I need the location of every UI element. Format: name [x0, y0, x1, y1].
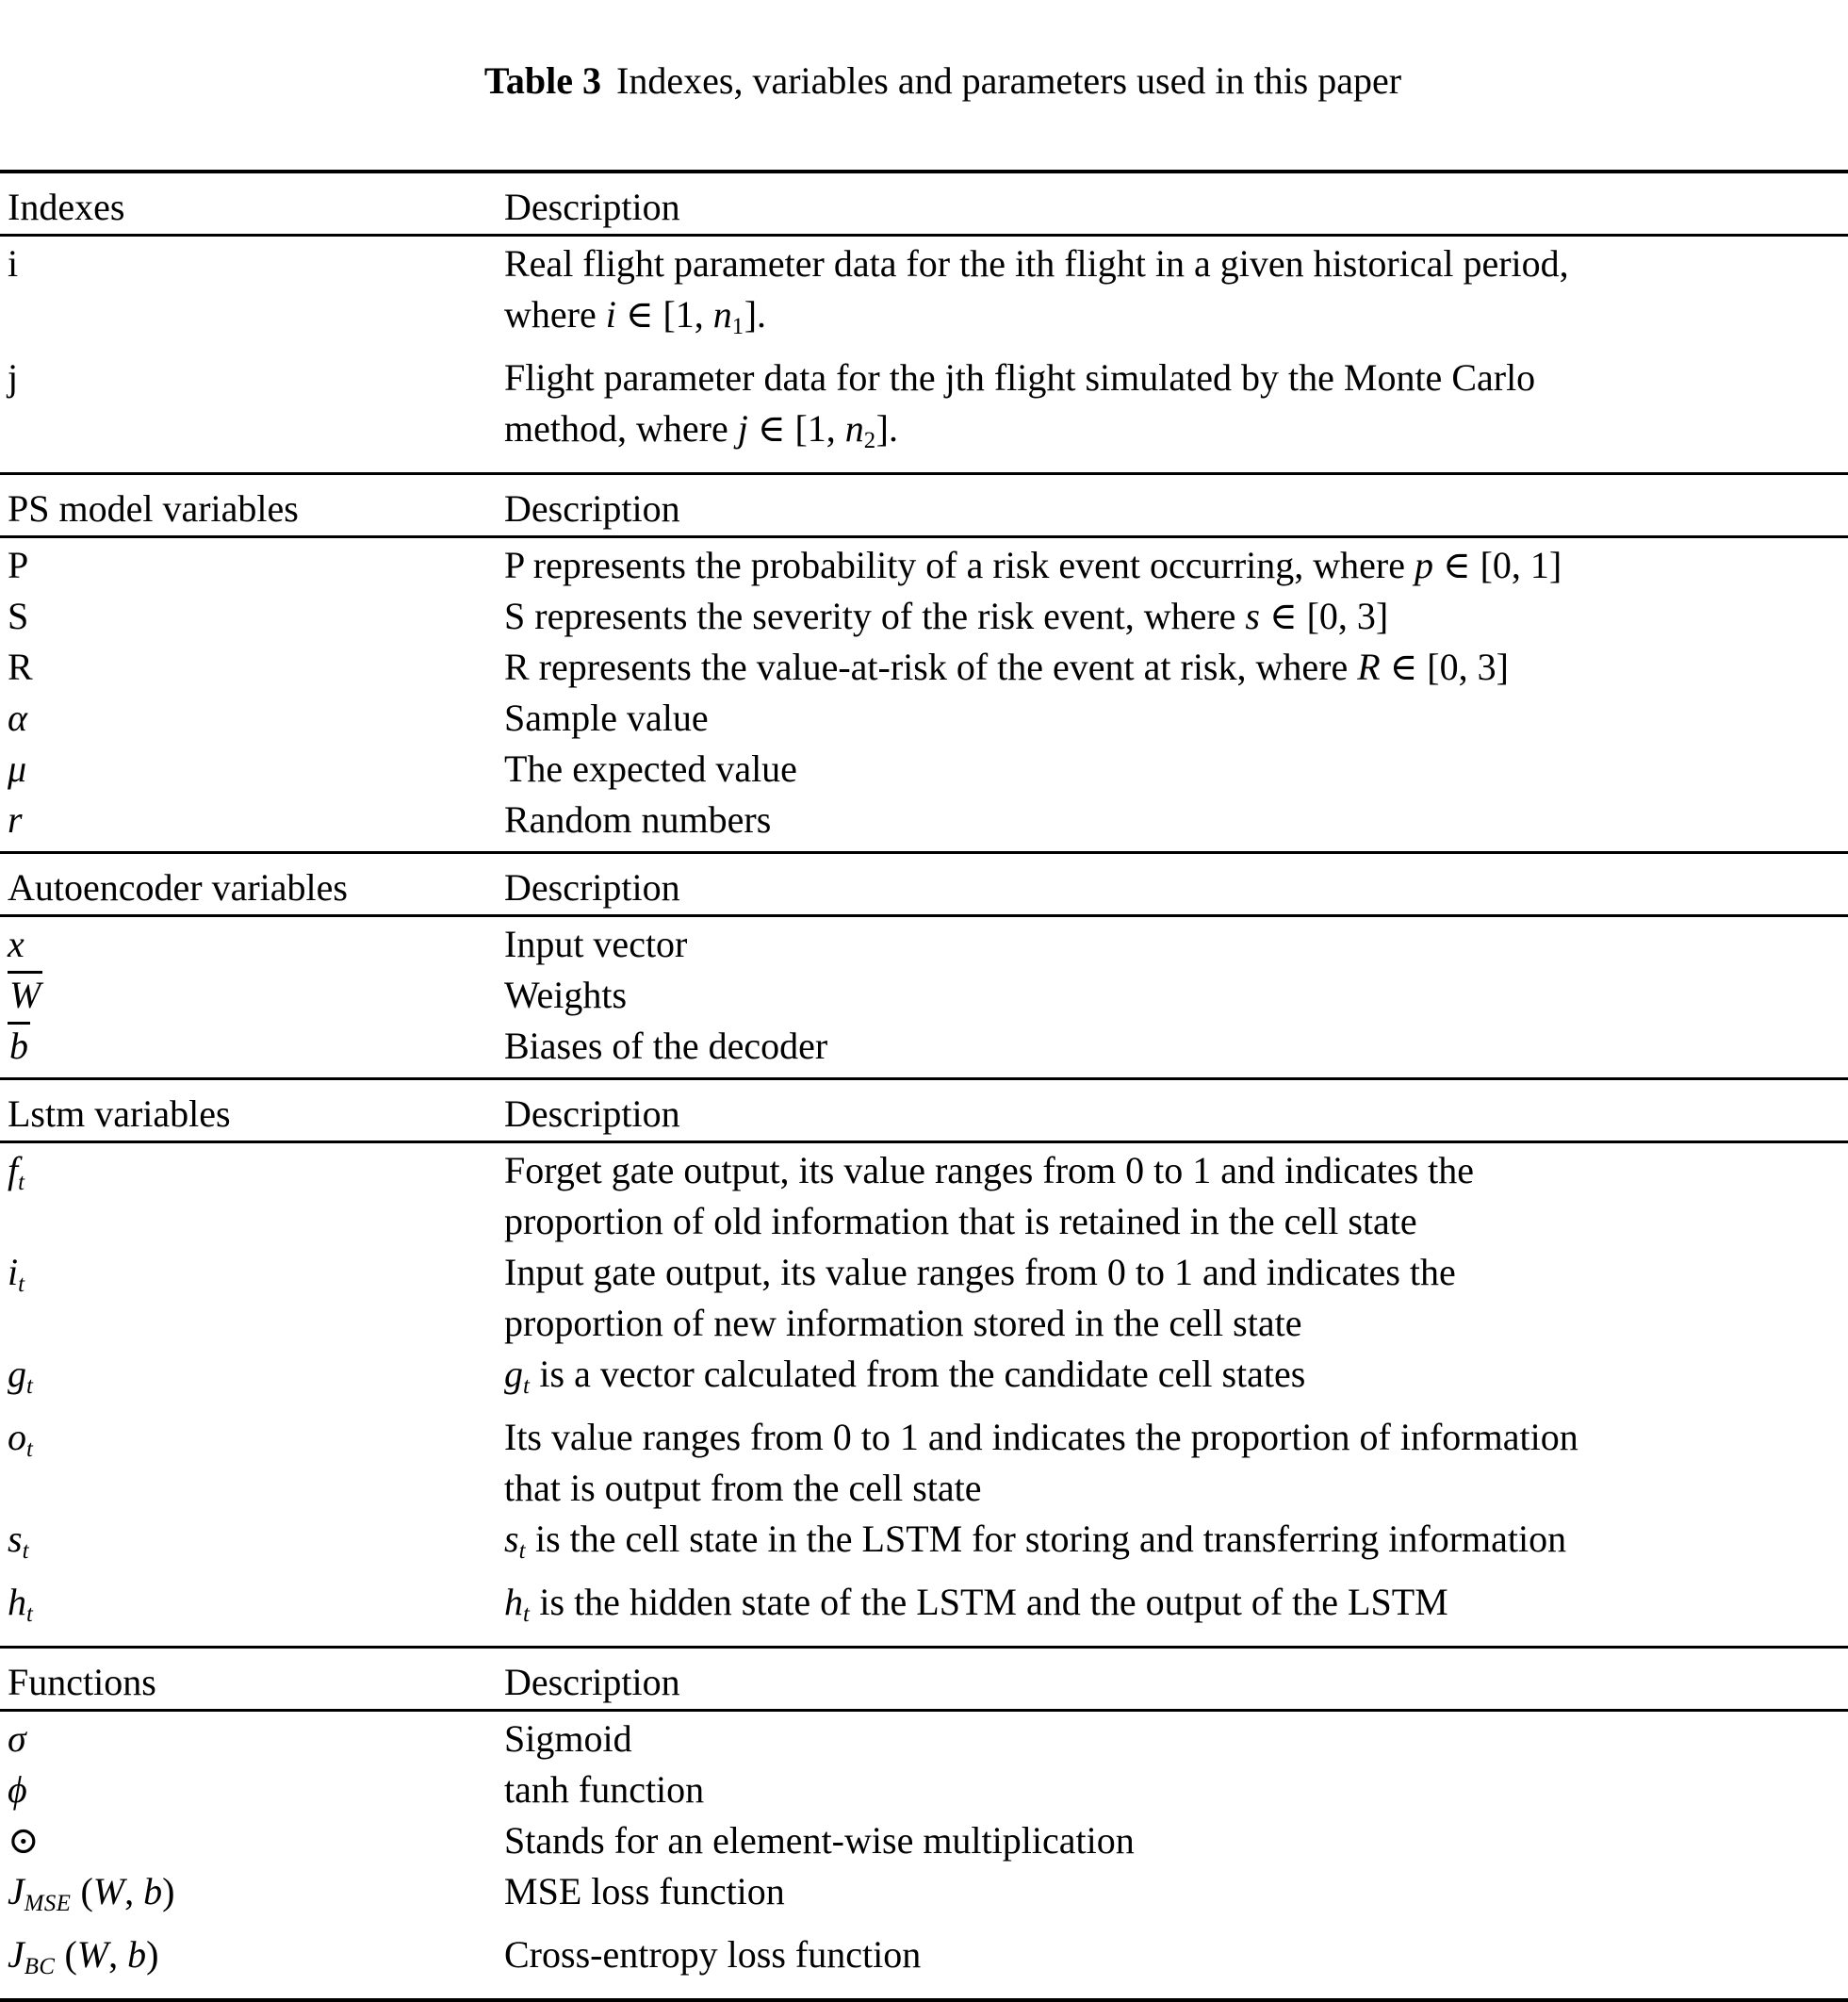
table-row [0, 1866, 1848, 1929]
section-term-header: Indexes [8, 186, 125, 228]
text-run: R [1357, 645, 1381, 688]
description-line [504, 1714, 1848, 1764]
text-run: tanh function [504, 1767, 705, 1811]
text-run: S represents the severity of the risk event, where [504, 594, 1246, 637]
text-run: i [605, 293, 616, 336]
description-line [504, 1145, 1848, 1196]
table-caption [0, 8, 1848, 155]
text-run: ]. [744, 293, 767, 336]
description-line [504, 403, 1848, 467]
text-run: , [108, 1932, 128, 1976]
description-cell [504, 642, 1848, 693]
text-run: i [8, 242, 19, 285]
symbol-cell [0, 1577, 504, 1640]
description-line [504, 1463, 1848, 1514]
table-row [0, 353, 1848, 467]
description-cell [504, 1815, 1848, 1866]
text-run: S [8, 594, 29, 637]
text-run: t [26, 1372, 34, 1399]
symbol-cell [0, 919, 504, 970]
description-cell [504, 1247, 1848, 1349]
symbol-cell [0, 1866, 504, 1929]
text-run: g [504, 1352, 523, 1395]
text-run: Stands for an element-wise multiplication [504, 1818, 1135, 1862]
section-rows [0, 1712, 1848, 1998]
symbol-cell [0, 353, 504, 467]
text-run: is the hidden state of the LSTM and the output of the LSTM [530, 1580, 1448, 1623]
text-run: n [844, 406, 864, 450]
text-run: b [127, 1932, 147, 1976]
description-cell [504, 919, 1848, 970]
text-run: is a vector calculated from the candidate cell states [530, 1352, 1306, 1395]
symbol-cell [0, 1514, 504, 1577]
text-run: MSE [24, 1890, 72, 1916]
text-run: t [523, 1600, 531, 1627]
text-run: The expected value [504, 747, 797, 790]
section-term-header: PS model variables [8, 486, 299, 530]
description-cell [504, 353, 1848, 467]
table-section [0, 1077, 1848, 1646]
table-section [0, 1646, 1848, 1998]
text-run: MSE loss function [504, 1869, 785, 1912]
symbol-cell [0, 1021, 504, 1072]
paper-page [0, 8, 1848, 2002]
section-header-row [0, 472, 1848, 538]
symbol-cell [0, 591, 504, 642]
table-section [0, 472, 1848, 851]
text-run: proportion of old information that is retained in the cell state [504, 1199, 1417, 1242]
text-run: ∈ [1, [747, 406, 845, 450]
description-line [504, 693, 1848, 744]
symbol-cell [0, 238, 504, 353]
table-row [0, 238, 1848, 353]
text-run: ( [55, 1932, 77, 1976]
description-line [504, 919, 1848, 970]
text-run: j [8, 355, 19, 399]
text-run: s [8, 1517, 23, 1560]
text-run: proportion of new information stored in the cell state [504, 1301, 1302, 1344]
table-section [0, 170, 1848, 472]
text-run: Forget gate output, its value ranges from 0 to 1 and indicates the [504, 1148, 1475, 1191]
text-run: ∈ [0, 3] [1259, 594, 1389, 637]
description-line [504, 1349, 1848, 1412]
symbol-cell [0, 795, 504, 845]
text-run: 2 [863, 427, 876, 453]
table-row [0, 1577, 1848, 1640]
text-run: where [504, 293, 606, 336]
text-run: ⊙ [8, 1818, 40, 1862]
table-caption-text: Indexes, variables and parameters used in this paper [616, 59, 1402, 102]
table-row [0, 970, 1848, 1021]
symbol-cell [0, 744, 504, 795]
description-cell [504, 744, 1848, 795]
text-run: b [143, 1869, 163, 1912]
text-run: σ [8, 1716, 26, 1760]
text-run: b [8, 1022, 30, 1064]
section-header-row [0, 1646, 1848, 1712]
description-cell [504, 1412, 1848, 1514]
text-run: P [8, 543, 29, 586]
table-row [0, 1349, 1848, 1412]
text-run: ∈ [1, [615, 293, 713, 336]
table-row [0, 540, 1848, 591]
description-line [504, 1021, 1848, 1072]
text-run: g [8, 1352, 26, 1395]
text-run: n [712, 293, 732, 336]
description-cell [504, 1514, 1848, 1577]
description-line [504, 642, 1848, 693]
text-run: Flight parameter data for the jth flight simulated by the Monte Carlo [504, 355, 1536, 399]
text-run: Biases of the decoder [504, 1024, 828, 1067]
description-cell [504, 795, 1848, 845]
text-run: Cross-entropy loss function [504, 1932, 922, 1976]
text-run: t [18, 1271, 25, 1297]
text-run: ( [71, 1869, 93, 1912]
table-section [0, 851, 1848, 1077]
symbol-cell [0, 1145, 504, 1247]
symbol-cell [0, 693, 504, 744]
section-header-row [0, 851, 1848, 917]
description-cell [504, 1577, 1848, 1640]
text-run: W [8, 971, 42, 1013]
description-line [504, 1514, 1848, 1577]
text-run: Random numbers [504, 797, 772, 841]
description-cell [504, 540, 1848, 591]
text-run: ]. [875, 406, 898, 450]
table-row [0, 693, 1848, 744]
text-run: α [8, 696, 27, 739]
text-run: W [92, 1869, 125, 1912]
text-run: t [518, 1537, 526, 1564]
text-run: R [8, 645, 33, 688]
description-line [504, 970, 1848, 1021]
text-run: t [523, 1372, 531, 1399]
section-header-row [0, 1077, 1848, 1143]
text-run: that is output from the cell state [504, 1466, 982, 1509]
symbol-cell [0, 1247, 504, 1349]
text-run: s [1245, 594, 1260, 637]
text-run: o [8, 1415, 26, 1458]
text-run: ∈ [0, 1] [1432, 543, 1562, 586]
section-header-row [0, 170, 1848, 237]
description-line [504, 238, 1848, 289]
description-line [504, 1929, 1848, 1980]
text-run: Sample value [504, 696, 709, 739]
description-line [504, 1866, 1848, 1917]
table-row [0, 1021, 1848, 1072]
text-run: ) [162, 1869, 175, 1912]
description-line [504, 1764, 1848, 1815]
section-description-header: Description [504, 486, 680, 530]
description-line [504, 744, 1848, 795]
description-cell [504, 1145, 1848, 1247]
text-run: t [26, 1600, 34, 1627]
text-run: J [8, 1869, 25, 1912]
table-row [0, 1514, 1848, 1577]
section-rows [0, 237, 1848, 472]
section-description-header: Description [504, 1660, 680, 1703]
section-rows [0, 538, 1848, 851]
symbol-cell [0, 1714, 504, 1764]
section-term-header: Autoencoder variables [8, 865, 348, 909]
text-run: Weights [504, 973, 628, 1016]
description-line [504, 1412, 1848, 1463]
section-description-header: Description [504, 186, 680, 228]
table-row [0, 591, 1848, 642]
text-run: s [504, 1517, 519, 1560]
description-cell [504, 1764, 1848, 1815]
text-run: P represents the probability of a risk event occurring, where [504, 543, 1415, 586]
symbol-cell [0, 1412, 504, 1514]
description-line [504, 289, 1848, 353]
table-row [0, 1815, 1848, 1866]
text-run: i [8, 1250, 19, 1293]
table-row [0, 1145, 1848, 1247]
text-run: t [18, 1169, 25, 1195]
text-run: 1 [731, 313, 744, 339]
section-rows [0, 917, 1848, 1077]
description-line [504, 1815, 1848, 1866]
text-run: h [8, 1580, 26, 1623]
text-run: is the cell state in the LSTM for storing and transferring information [525, 1517, 1567, 1560]
text-run: method, where [504, 406, 738, 450]
section-term-header: Lstm variables [8, 1091, 231, 1135]
table-row [0, 1929, 1848, 1993]
text-run: BC [24, 1953, 56, 1979]
text-run: t [22, 1537, 29, 1564]
description-cell [504, 1714, 1848, 1764]
text-run: , [124, 1869, 144, 1912]
description-cell [504, 693, 1848, 744]
section-description-header: Description [504, 1091, 680, 1135]
description-cell [504, 1349, 1848, 1412]
text-run: x [8, 922, 25, 965]
table-row [0, 642, 1848, 693]
description-line [504, 540, 1848, 591]
description-cell [504, 591, 1848, 642]
text-run: f [8, 1148, 19, 1191]
description-line [504, 591, 1848, 642]
table-row [0, 1412, 1848, 1514]
description-cell [504, 970, 1848, 1021]
text-run: Input vector [504, 922, 688, 965]
symbol-cell [0, 1764, 504, 1815]
text-run: Input gate output, its value ranges from 0 to 1 and indicates the [504, 1250, 1456, 1293]
text-run: J [8, 1932, 25, 1976]
table-caption-label: Table 3 [483, 59, 602, 102]
text-run: Sigmoid [504, 1716, 632, 1760]
table-row [0, 744, 1848, 795]
description-line [504, 1577, 1848, 1640]
text-run: h [504, 1580, 523, 1623]
text-run: r [8, 797, 23, 841]
text-run: Real flight parameter data for the ith flight in a given historical period, [504, 242, 1569, 285]
parameters-table [0, 170, 1848, 2002]
symbol-cell [0, 642, 504, 693]
description-line [504, 795, 1848, 845]
text-run: p [1414, 543, 1433, 586]
description-line [504, 1298, 1848, 1349]
symbol-cell [0, 970, 504, 1021]
symbol-cell [0, 1349, 504, 1412]
table-row [0, 1714, 1848, 1764]
text-run: μ [8, 747, 27, 790]
description-line [504, 1196, 1848, 1247]
description-cell [504, 1866, 1848, 1929]
text-run: Its value ranges from 0 to 1 and indicates the proportion of information [504, 1415, 1578, 1458]
text-run: t [26, 1436, 34, 1462]
description-cell [504, 1021, 1848, 1072]
description-cell [504, 1929, 1848, 1993]
table-row [0, 1764, 1848, 1815]
text-run: ∈ [0, 3] [1380, 645, 1509, 688]
text-run: ) [146, 1932, 159, 1976]
symbol-cell [0, 540, 504, 591]
text-run: W [76, 1932, 109, 1976]
description-line [504, 353, 1848, 403]
text-run: j [737, 406, 748, 450]
section-term-header: Functions [8, 1660, 156, 1703]
description-cell [504, 238, 1848, 353]
text-run: R represents the value-at-risk of the event at risk, where [504, 645, 1358, 688]
section-rows [0, 1143, 1848, 1646]
table-row [0, 919, 1848, 970]
table-row [0, 1247, 1848, 1349]
text-run: ϕ [8, 1767, 27, 1811]
table-row [0, 795, 1848, 845]
description-line [504, 1247, 1848, 1298]
symbol-cell [0, 1815, 504, 1866]
section-description-header: Description [504, 865, 680, 909]
symbol-cell [0, 1929, 504, 1993]
